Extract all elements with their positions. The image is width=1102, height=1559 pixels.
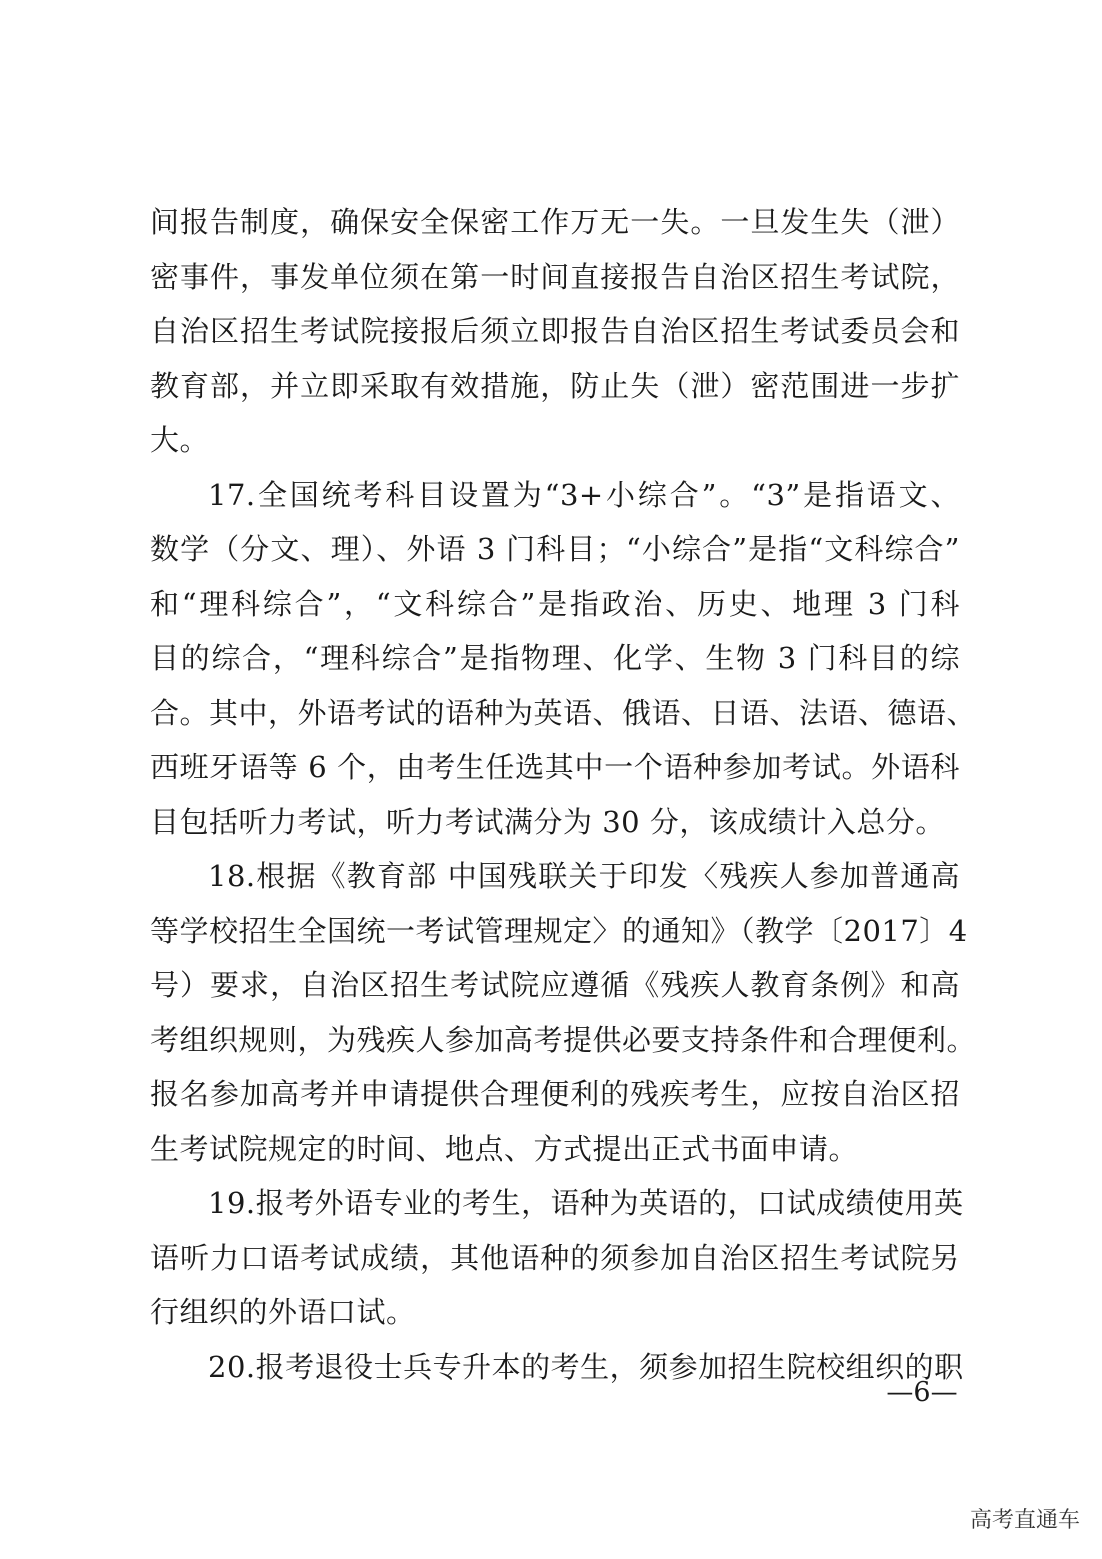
text-line: 数学（分文、理）、外语 3 门科目；“小综合”是指“文科综合”	[150, 532, 960, 566]
text-line: 教育部，并立即采取有效措施，防止失（泄）密范围进一步扩	[150, 368, 960, 403]
page-number: —6—	[886, 1377, 958, 1408]
text-line: 生考试院规定的时间、地点、方式提出正式书面申请。	[150, 1131, 859, 1166]
document-body	[150, 195, 977, 1394]
text-line: 等学校招生全国统一考试管理规定〉的通知》（教学〔2017〕4	[150, 913, 968, 948]
text-line: 密事件，事发单位须在第一时间直接报告自治区招生考试院，	[150, 259, 960, 294]
text-line: 大。	[150, 423, 210, 457]
text-line: 考组织规则，为残疾人参加高考提供必要支持条件和合理便利。	[150, 1022, 977, 1057]
item-19-heading-line: 19.报考外语专业的考生，语种为英语的，口试成绩使用英	[208, 1186, 964, 1220]
text-line: 目包括听力考试，听力考试满分为 30 分，该成绩计入总分。	[150, 804, 945, 839]
text-line: 目的综合，“理科综合”是指物理、化学、生物 3 门科目的综	[150, 641, 960, 675]
text-line: 自治区招生考试院接报后须立即报告自治区招生考试委员会和	[150, 314, 960, 348]
text-line: 号）要求，自治区招生考试院应遵循《残疾人教育条例》和高	[150, 968, 960, 1002]
text-line: 西班牙语等 6 个，由考生任选其中一个语种参加考试。外语科	[150, 750, 960, 784]
text-line: 报名参加高考并申请提供合理便利的残疾考生，应按自治区招	[150, 1077, 960, 1111]
text-line: 间报告制度，确保安全保密工作万无一失。一旦发生失（泄）	[150, 205, 960, 239]
text-line: 行组织的外语口试。	[150, 1295, 416, 1329]
text-line: 语听力口语考试成绩，其他语种的须参加自治区招生考试院另	[150, 1240, 960, 1275]
watermark: 高考直通车	[969, 1508, 1080, 1533]
item-18-heading-line: 18.根据《教育部 中国残联关于印发〈残疾人参加普通高	[208, 859, 960, 893]
item-17-heading-line: 17.全国统考科目设置为“3+小综合”。“3”是指语文、	[208, 477, 960, 512]
text-line: 合。其中，外语考试的语种为英语、俄语、日语、法语、德语、	[150, 695, 977, 730]
text-line: 和“理科综合”，“文科综合”是指政治、历史、地理 3 门科	[150, 586, 960, 621]
item-20-heading-line: 20.报考退役士兵专升本的考生，须参加招生院校组织的职	[208, 1349, 964, 1384]
